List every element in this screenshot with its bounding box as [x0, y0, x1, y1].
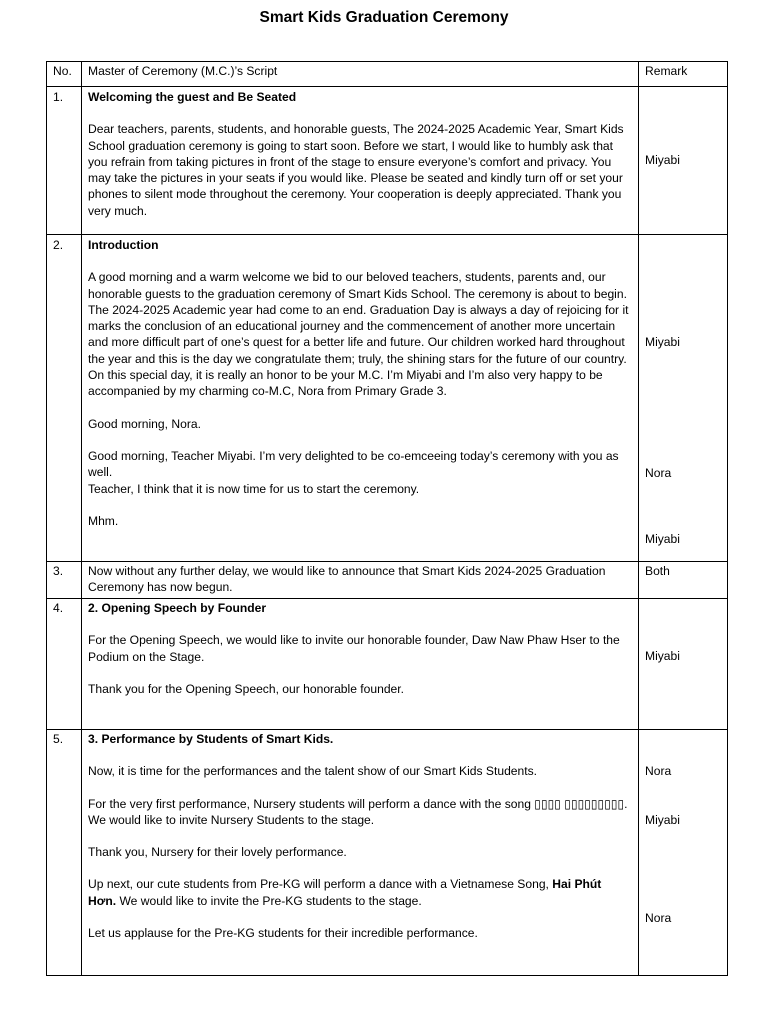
table-row [47, 562, 728, 599]
script-text: A good morning and a warm welcome we bid to our beloved teachers, students, parents and, our honorable guests to the graduation ceremony of Smart Kids School. The ceremony is about to begin. The 2024-2025 Academic year had come to an end. Graduation Day is always a day of rejoicing for it marks the conclusion of an educational journey and the commencement of another more uncertain and more difficult part of one’s quest for a better life and future. Our children worked hard throughout the year and this is the day we congratulate them; truly, the shining stars for the future of our country. On this special day, it is really an honor to be your M.C. I’m Miyabi and I’m also very happy to be accompanied by my charming co-M.C, Nora from Primary Grade 3. [88, 270, 629, 399]
script-text: Good morning, Nora. [88, 416, 201, 431]
script-text: For the Opening Speech, we would like to invite our honorable founder, Daw Naw Phaw Hser to the Podium on the Stage. [88, 633, 620, 664]
remark-cell [639, 562, 728, 599]
table-row [47, 599, 728, 730]
script-cell [82, 235, 639, 562]
script-text-part: We would like to invite the Pre-KG students to the stage. [116, 893, 422, 908]
script-cell [82, 562, 639, 599]
script-text [88, 876, 632, 909]
remark-text: Miyabi [645, 335, 680, 349]
song-title: Hai Phút Hơn. [88, 877, 602, 908]
header-script: Master of Ceremony (M.C.)’s Script [82, 62, 639, 87]
document-title: Smart Kids Graduation Ceremony [259, 9, 509, 26]
remark-text: Nora [645, 466, 672, 480]
table-row [47, 87, 728, 235]
row-number: 3. [47, 562, 82, 599]
script-text: Thank you, Nursery for their lovely performance. [88, 845, 347, 860]
script-text: Let us applause for the Pre-KG students for their incredible performance. [88, 926, 478, 941]
row-number: 2. [47, 235, 82, 562]
script-text: For the very first performance, Nursery students will perform a dance with the song ▯▯▯▯ ▯▯▯▯▯▯▯▯▯. We would like to invite Nursery Students to the stage. [88, 796, 628, 827]
remark-text: Miyabi [645, 153, 680, 168]
script-text: Now without any further delay, we would like to announce that Smart Kids 2024-2025 Graduation Ceremony has now begun. [88, 564, 606, 595]
table-header-row [47, 62, 728, 87]
remark-text: Miyabi [645, 813, 680, 827]
row-number: 4. [47, 599, 82, 730]
table-row [47, 235, 728, 562]
header-no: No. [47, 62, 82, 87]
row-number: 1. [47, 87, 82, 235]
script-cell [82, 730, 639, 976]
script-text: Now, it is time for the performances and the talent show of our Smart Kids Students. [88, 764, 538, 779]
script-text: Teacher, I think that it is now time for us to start the ceremony. [88, 481, 420, 496]
section-heading: 2. Opening Speech by Founder [88, 601, 267, 615]
remark-text: Both [645, 564, 670, 578]
script-table [46, 61, 728, 976]
remark-cell [639, 235, 728, 562]
row-number: 5. [47, 730, 82, 976]
section-heading: 3. Performance by Students of Smart Kids. [88, 732, 334, 746]
remark-text: Nora [645, 764, 672, 778]
remark-cell [639, 87, 728, 235]
script-text: Thank you for the Opening Speech, our honorable founder. [88, 681, 405, 696]
section-heading: Welcoming the guest and Be Seated [88, 90, 297, 104]
script-text: Mhm. [88, 513, 119, 528]
remark-text: Miyabi [645, 649, 680, 663]
remark-cell [639, 730, 728, 976]
script-cell [82, 87, 639, 235]
remark-cell [639, 599, 728, 730]
remark-text: Nora [645, 911, 672, 925]
header-remark: Remark [639, 62, 728, 87]
script-text: Dear teachers, parents, students, and honorable guests, The 2024-2025 Academic Year, Smart Kids School graduation ceremony is going to start soon. Before we start, I would like to humbly ask that you refrain from taking pictures in front of the stage to ensure everyone’s comfort and privacy. You may take the pictures in your seats if you would like. Please be seated and kindly turn off or set your phones to silent mode throughout the ceremony. Your cooperation is deeply appreciated. Thank you very much. [88, 122, 624, 218]
remark-text: Miyabi [645, 532, 680, 546]
section-heading: Introduction [88, 238, 159, 252]
script-text-part: Up next, our cute students from Pre-KG will perform a dance with a Vietnamese Song, [88, 877, 553, 892]
script-text: Good morning, Teacher Miyabi. I’m very delighted to be co-emceeing today’s ceremony with you as well. [88, 448, 619, 480]
script-cell [82, 599, 639, 730]
table-row [47, 730, 728, 976]
